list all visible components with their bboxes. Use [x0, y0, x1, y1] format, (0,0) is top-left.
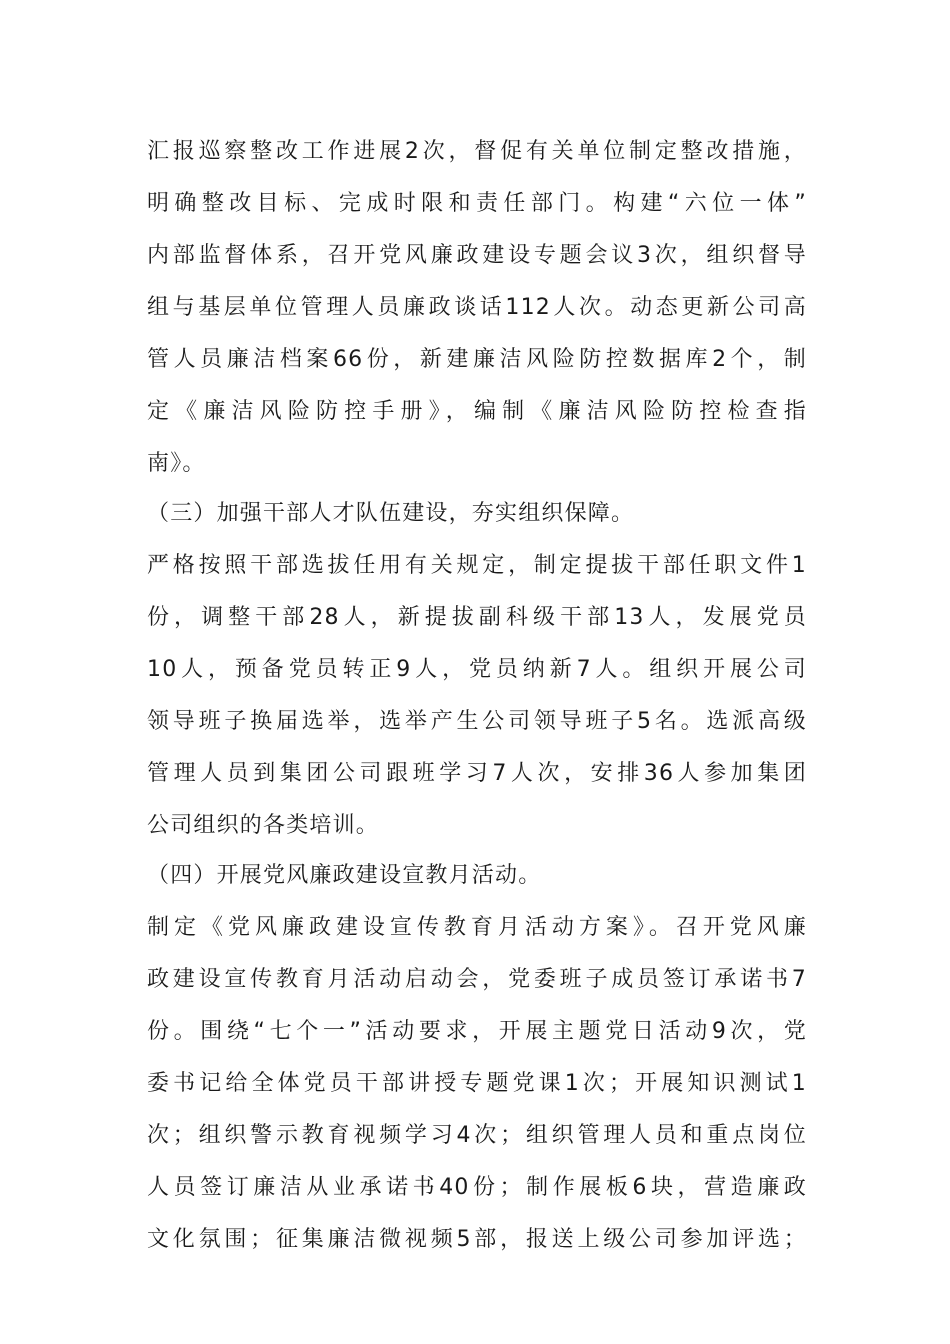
- section-heading: （四）开展党风廉政建设宣教月活动。: [147, 863, 542, 888]
- text-line: 内部监督体系，召开党风廉政建设专题会议3次，组织督导: [147, 243, 807, 268]
- text-line: 南》。: [147, 451, 206, 476]
- text-line: 人员签订廉洁从业承诺书40份；制作展板6块，营造廉政: [147, 1175, 807, 1200]
- section-heading: （三）加强干部人才队伍建设，夯实组织保障。: [147, 501, 635, 526]
- text-line: 管人员廉洁档案66份，新建廉洁风险防控数据库2个，制: [147, 347, 807, 372]
- text-line: 公司组织的各类培训。: [147, 813, 380, 838]
- text-line: 份。围绕“七个一”活动要求，开展主题党日活动9次，党: [147, 1019, 807, 1044]
- text-line: 份，调整干部28人，新提拔副科级干部13人，发展党员: [147, 605, 807, 630]
- text-line: 定《廉洁风险防控手册》，编制《廉洁风险防控检查指: [147, 399, 807, 424]
- text-line: 严格按照干部选拔任用有关规定，制定提拔干部任职文件1: [147, 553, 807, 578]
- text-line: 组与基层单位管理人员廉政谈话112人次。动态更新公司高: [147, 295, 807, 320]
- text-line: 文化氛围；征集廉洁微视频5部，报送上级公司参加评选；: [147, 1227, 807, 1252]
- text-line: 明确整改目标、完成时限和责任部门。构建“六位一体”: [147, 191, 807, 216]
- text-line: 管理人员到集团公司跟班学习7人次，安排36人参加集团: [147, 761, 807, 786]
- text-line: 汇报巡察整改工作进展2次，督促有关单位制定整改措施，: [147, 139, 807, 164]
- text-line: 制定《党风廉政建设宣传教育月活动方案》。召开党风廉: [147, 915, 807, 940]
- text-line: 10人，预备党员转正9人，党员纳新7人。组织开展公司: [147, 657, 807, 682]
- text-line: 领导班子换届选举，选举产生公司领导班子5名。选派高级: [147, 709, 807, 734]
- text-line: 委书记给全体党员干部讲授专题党课1次；开展知识测试1: [147, 1071, 807, 1096]
- text-line: 政建设宣传教育月活动启动会，党委班子成员签订承诺书7: [147, 967, 807, 992]
- text-line: 次；组织警示教育视频学习4次；组织管理人员和重点岗位: [147, 1123, 807, 1148]
